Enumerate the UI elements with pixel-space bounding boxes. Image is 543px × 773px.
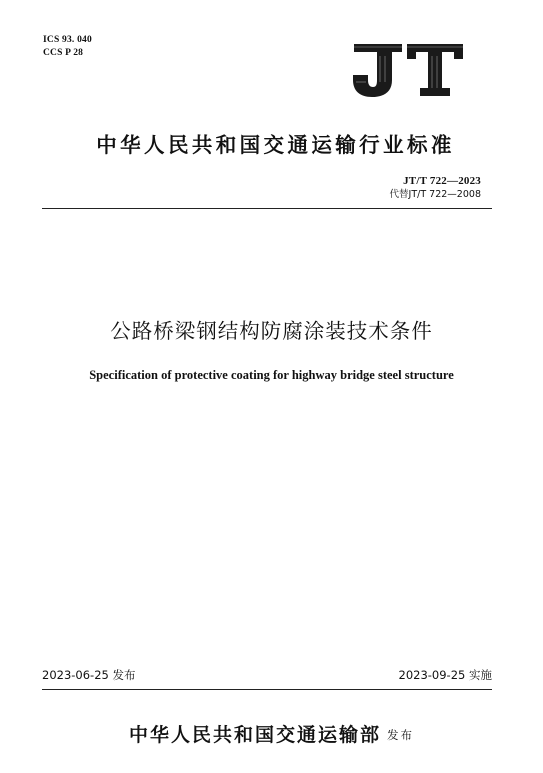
top-divider (42, 208, 492, 209)
ics-code: ICS 93. 040 (43, 35, 92, 45)
issue-date: 2023-06-25 发布 (42, 668, 136, 682)
replaced-standard: 代替JT/T 722—2008 (389, 189, 481, 200)
standard-number: JT/T 722—2023 (403, 175, 481, 187)
document-title-chinese: 公路桥梁钢结构防腐涂装技术条件 (110, 319, 433, 343)
jt-logo (350, 42, 465, 98)
jt-logo-letter-t (407, 44, 463, 96)
ccs-code: CCS P 28 (43, 48, 84, 58)
effective-date: 2023-09-25 实施 (398, 668, 492, 682)
jt-logo-letter-j (353, 44, 402, 97)
classification-codes (43, 34, 92, 60)
bottom-divider (42, 689, 492, 690)
industry-standard-heading: 中华人民共和国交通运输行业标准 (96, 133, 455, 157)
document-title-english: Specification of protective coating for highway bridge steel structure (89, 368, 454, 382)
issuer-action: 发布 (387, 728, 414, 742)
issuer-name: 中华人民共和国交通运输部 (128, 724, 381, 746)
standard-number-block (390, 174, 481, 201)
issuing-authority (0, 720, 543, 747)
